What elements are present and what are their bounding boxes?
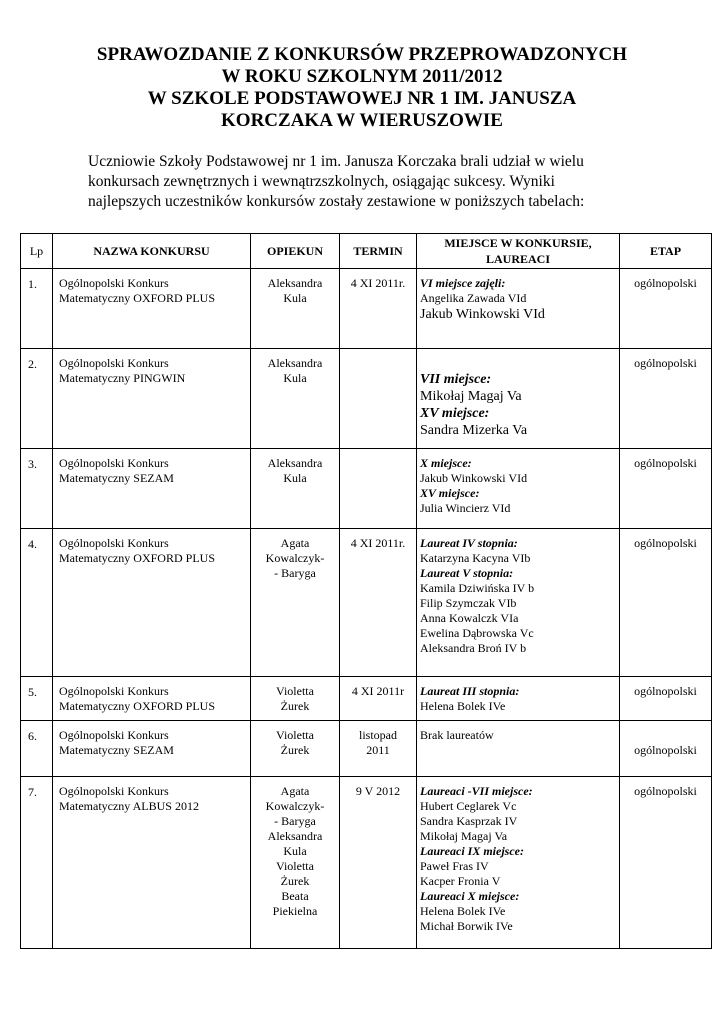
cell-lp: 6.: [21, 721, 53, 777]
cell-etap: [620, 677, 712, 721]
cell-etap: [620, 269, 712, 349]
cell-name-line: Matematyczny ALBUS 2012: [59, 799, 199, 813]
cell-opiekun-line: Agata: [280, 784, 310, 798]
table-row: [21, 349, 712, 449]
cell-name-line: Matematyczny PINGWIN: [59, 371, 186, 385]
winner-line: Jakub Winkowski VId: [420, 307, 545, 322]
cell-opiekun: [251, 777, 340, 949]
cell-opiekun-line: Violetta: [276, 859, 314, 873]
intro-line: Uczniowie Szkoły Podstawowej nr 1 im. Janusza Korczaka brali udział w wielu: [88, 153, 584, 170]
cell-opiekun-line: Aleksandra: [267, 356, 323, 370]
winner-line: Ewelina Dąbrowska Vc: [420, 626, 534, 640]
cell-opiekun: [251, 529, 340, 677]
winner-line: Kamila Dziwińska IV b: [420, 581, 535, 595]
cell-winners: [417, 777, 620, 949]
cell-opiekun-line: Aleksandra: [267, 456, 323, 470]
table-row: [21, 777, 712, 949]
table-row: [21, 721, 712, 777]
cell-name-line: Ogólnopolski Konkurs: [59, 684, 169, 698]
cell-name-line: Matematyczny OXFORD PLUS: [59, 699, 215, 713]
cell-etap-line: ogólnopolski: [634, 784, 697, 798]
cell-name-line: Ogólnopolski Konkurs: [59, 784, 169, 798]
cell-termin: [340, 529, 417, 677]
cell-termin-line: 4 XI 2011r.: [350, 536, 406, 550]
winner-line: Laureat III stopnia:: [420, 684, 520, 698]
winner-line: Katarzyna Kacyna VIb: [420, 551, 531, 565]
winner-line: Sandra Mizerka Va: [420, 423, 528, 438]
winner-line: Michał Borwik IVe: [420, 919, 513, 933]
winner-line: X miejsce:: [420, 456, 472, 470]
cell-opiekun-line: - Baryga: [274, 814, 316, 828]
competitions-table: [20, 233, 712, 949]
title-line: KORCZAKA W WIERUSZOWIE: [221, 110, 503, 131]
cell-termin-line: listopad: [359, 728, 397, 742]
winner-line: Jakub Winkowski VId: [420, 471, 528, 485]
cell-opiekun-line: - Baryga: [274, 566, 316, 580]
cell-opiekun-line: Aleksandra: [267, 829, 323, 843]
winner-line: Laureaci X miejsce:: [420, 889, 520, 903]
cell-name: [53, 529, 251, 677]
cell-name-line: Matematyczny OXFORD PLUS: [59, 551, 215, 565]
cell-lp: 4.: [21, 529, 53, 677]
winner-line: Aleksandra Broń IV b: [420, 641, 527, 655]
cell-name-line: Matematyczny SEZAM: [59, 743, 174, 757]
header-name: NAZWA KONKURSU: [53, 234, 251, 269]
cell-etap: [620, 777, 712, 949]
cell-opiekun-line: Żurek: [280, 743, 310, 757]
cell-name-line: Ogólnopolski Konkurs: [59, 536, 169, 550]
cell-etap-line: ogólnopolski: [634, 276, 697, 290]
cell-name: [53, 269, 251, 349]
intro-line: konkursach zewnętrznych i wewnątrzszkolnych, osiągając sukcesy. Wyniki: [88, 173, 555, 190]
cell-opiekun-line: Kula: [283, 371, 307, 385]
cell-lp: 1.: [21, 269, 53, 349]
cell-name-line: Ogólnopolski Konkurs: [59, 456, 169, 470]
winner-line: Laureat V stopnia:: [420, 566, 514, 580]
winner-line: Laureat IV stopnia:: [420, 536, 518, 550]
cell-opiekun-line: Żurek: [280, 699, 310, 713]
winner-line: Hubert Ceglarek Vc: [420, 799, 517, 813]
cell-termin: [340, 721, 417, 777]
cell-etap: [620, 721, 712, 777]
cell-opiekun-line: Kula: [283, 844, 307, 858]
winner-line: Julia Wincierz VId: [420, 501, 511, 515]
cell-name: [53, 677, 251, 721]
cell-lp: 7.: [21, 777, 53, 949]
cell-winners: [417, 349, 620, 449]
intro-paragraph: [88, 152, 648, 212]
winner-line: Laureaci -VII miejsce:: [420, 784, 533, 798]
cell-termin: [340, 677, 417, 721]
winner-line: Anna Kowalczk VIa: [420, 611, 519, 625]
cell-termin-line: 4 XI 2011r: [351, 684, 405, 698]
table-header-row: [21, 234, 712, 269]
title-line: W SZKOLE PODSTAWOWEJ NR 1 IM. JANUSZA: [147, 88, 577, 109]
cell-termin-line: 9 V 2012: [355, 784, 401, 798]
header-termin: TERMIN: [340, 234, 417, 269]
header-lp: Lp: [21, 234, 53, 269]
winner-line: VI miejsce zajęli:: [420, 276, 506, 290]
winner-line: Sandra Kasprzak IV: [420, 814, 518, 828]
cell-etap-line: ogólnopolski: [634, 536, 697, 550]
cell-termin: [340, 349, 417, 449]
winner-line: VII miejsce:: [420, 372, 492, 387]
cell-name-line: Ogólnopolski Konkurs: [59, 356, 169, 370]
header-winners: MIEJSCE W KONKURSIE, LAUREACI: [417, 234, 620, 269]
cell-name-line: Ogólnopolski Konkurs: [59, 276, 169, 290]
cell-name-line: Matematyczny OXFORD PLUS: [59, 291, 215, 305]
cell-etap-line: ogólnopolski: [634, 456, 697, 470]
cell-opiekun-line: Żurek: [280, 874, 310, 888]
table-row: [21, 449, 712, 529]
cell-winners: [417, 529, 620, 677]
cell-winners: [417, 721, 620, 777]
title-line: SPRAWOZDANIE Z KONKURSÓW PRZEPROWADZONYCH: [96, 44, 628, 65]
cell-etap-line: [622, 728, 709, 743]
cell-etap-line: ogólnopolski: [634, 356, 697, 370]
cell-opiekun-line: Piekielna: [272, 904, 318, 918]
cell-termin: [340, 449, 417, 529]
cell-opiekun-line: Kula: [283, 471, 307, 485]
winner-line: Mikołaj Magaj Va: [420, 829, 508, 843]
winner-line: XV miejsce:: [420, 406, 490, 421]
table-row: [21, 269, 712, 349]
cell-lp: 5.: [21, 677, 53, 721]
cell-lp: 2.: [21, 349, 53, 449]
cell-etap: [620, 349, 712, 449]
table-row: [21, 529, 712, 677]
cell-opiekun-line: Beata: [281, 889, 309, 903]
cell-winners: [417, 269, 620, 349]
cell-termin-line: 4 XI 2011r.: [350, 276, 406, 290]
winner-line: Filip Szymczak VIb: [420, 596, 517, 610]
cell-etap-line: ogólnopolski: [634, 743, 697, 757]
winner-line: [420, 356, 617, 371]
header-opiekun: OPIEKUN: [251, 234, 340, 269]
cell-name-line: Matematyczny SEZAM: [59, 471, 174, 485]
cell-lp: 3.: [21, 449, 53, 529]
cell-opiekun-line: Kowalczyk-: [265, 799, 325, 813]
winner-line: Laureaci IX miejsce:: [420, 844, 524, 858]
cell-opiekun: [251, 721, 340, 777]
cell-termin: [340, 269, 417, 349]
winner-line: Angelika Zawada VId: [420, 291, 527, 305]
winner-line: Paweł Fras IV: [420, 859, 489, 873]
cell-name: [53, 449, 251, 529]
cell-opiekun-line: Violetta: [276, 684, 314, 698]
cell-name-line: Ogólnopolski Konkurs: [59, 728, 169, 742]
winner-line: Helena Bolek IVe: [420, 699, 506, 713]
cell-winners: [417, 677, 620, 721]
document-title: [0, 44, 724, 132]
cell-termin-line: 2011: [366, 743, 390, 757]
winner-line: Helena Bolek IVe: [420, 904, 506, 918]
table-row: [21, 677, 712, 721]
cell-opiekun-line: Kula: [283, 291, 307, 305]
cell-termin: [340, 777, 417, 949]
header-etap: ETAP: [620, 234, 712, 269]
cell-opiekun: [251, 449, 340, 529]
winner-line: Mikołaj Magaj Va: [420, 389, 522, 404]
cell-name: [53, 721, 251, 777]
cell-winners: [417, 449, 620, 529]
cell-opiekun-line: Aleksandra: [267, 276, 323, 290]
cell-opiekun: [251, 269, 340, 349]
cell-etap-line: ogólnopolski: [634, 684, 697, 698]
intro-line: najlepszych uczestników konkursów zostały zestawione w poniższych tabelach:: [88, 193, 585, 210]
cell-name: [53, 777, 251, 949]
cell-opiekun: [251, 677, 340, 721]
cell-name: [53, 349, 251, 449]
cell-opiekun-line: Violetta: [276, 728, 314, 742]
cell-opiekun: [251, 349, 340, 449]
cell-opiekun-line: Kowalczyk-: [265, 551, 325, 565]
title-line: W ROKU SZKOLNYM 2011/2012: [221, 66, 503, 87]
winner-line: XV miejsce:: [420, 486, 480, 500]
cell-etap: [620, 529, 712, 677]
cell-etap: [620, 449, 712, 529]
winner-line: Kacper Fronia V: [420, 874, 501, 888]
cell-opiekun-line: Agata: [280, 536, 310, 550]
winner-line: Brak laureatów: [420, 728, 494, 742]
